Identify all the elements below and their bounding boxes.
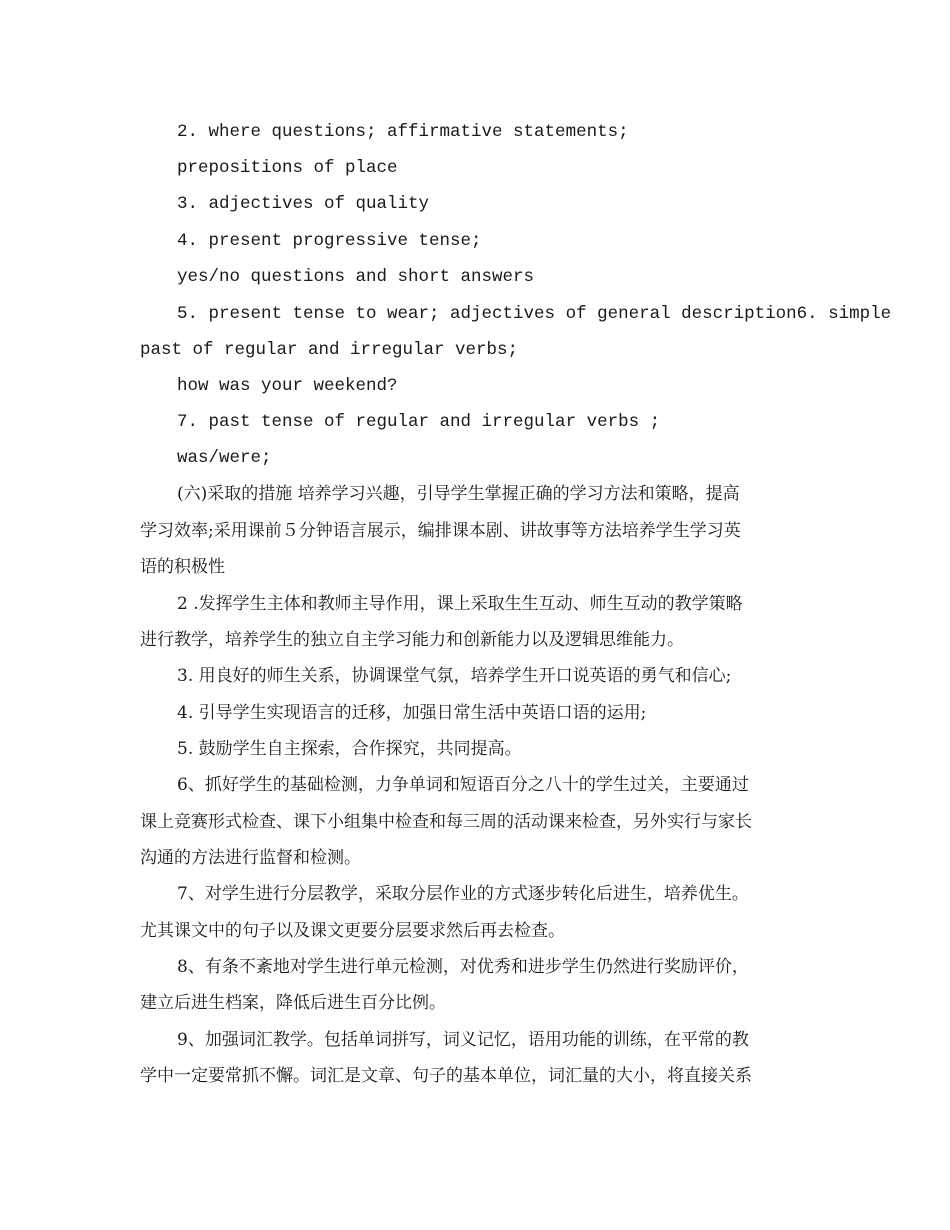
grammar-item-5: 5. present tense to wear; adjectives of general description6. simple: [177, 304, 892, 324]
measure-6-line-1: 6、抓好学生的基础检测，力争单词和短语百分之八十的学生过关，主要通过: [177, 775, 749, 795]
grammar-item-6-continued: past of regular and irregular verbs;: [140, 340, 519, 360]
measures-heading-line-2: 学习效率;采用课前５分钟语言展示，编排课本剧、讲故事等方法培养学生学习英: [140, 521, 741, 541]
measure-8-line-2: 建立后进生档案，降低后进生百分比例。: [140, 993, 446, 1013]
measure-2-line-2: 进行教学，培养学生的独立自主学习能力和创新能力以及逻辑思维能力。: [140, 630, 684, 650]
grammar-item-7: 7. past tense of regular and irregular verbs ;: [177, 412, 661, 432]
grammar-item-3: 3. adjectives of quality: [177, 194, 430, 214]
measure-6-line-2: 课上竞赛形式检查、课下小组集中检查和每三周的活动课来检查，另外实行与家长: [140, 812, 752, 832]
grammar-item-2-continued: prepositions of place: [177, 158, 398, 178]
grammar-item-7-continued: was/were;: [177, 448, 272, 468]
grammar-item-4: 4. present progressive tense;: [177, 231, 482, 251]
measure-7-line-1: 7、对学生进行分层教学，采取分层作业的方式逐步转化后进生，培养优生。: [177, 884, 749, 904]
measure-9-line-2: 学中一定要常抓不懈。词汇是文章、句子的基本单位，词汇量的大小，将直接关系: [140, 1066, 752, 1086]
measures-heading-line-1: (六)采取的措施 培养学习兴趣，引导学生掌握正确的学习方法和策略，提高: [177, 484, 740, 504]
grammar-item-6-question: how was your weekend?: [177, 376, 398, 396]
measure-4: 4. 引导学生实现语言的迁移，加强日常生活中英语口语的运用;: [177, 703, 647, 723]
measure-7-line-2: 尤其课文中的句子以及课文更要分层要求然后再去检查。: [140, 921, 565, 941]
grammar-item-2: 2. where questions; affirmative statements;: [177, 122, 629, 142]
measures-heading-line-3: 语的积极性: [140, 557, 225, 577]
grammar-item-4-continued: yes/no questions and short answers: [177, 267, 535, 287]
measure-3: 3. 用良好的师生关系，协调课堂气氛，培养学生开口说英语的勇气和信心;: [177, 666, 732, 686]
measure-9-line-1: 9、加强词汇教学。包括单词拼写，词义记忆，语用功能的训练，在平常的教: [177, 1030, 749, 1050]
measure-8-line-1: 8、有条不紊地对学生进行单元检测，对优秀和进步学生仍然进行奖励评价，: [177, 957, 749, 977]
measure-6-line-3: 沟通的方法进行监督和检测。: [140, 848, 361, 868]
measure-2-line-1: 2 .发挥学生主体和教师主导作用，课上采取生生互动、师生互动的教学策略: [177, 594, 743, 614]
measure-5: 5. 鼓励学生自主探索，合作探究，共同提高。: [177, 739, 522, 759]
